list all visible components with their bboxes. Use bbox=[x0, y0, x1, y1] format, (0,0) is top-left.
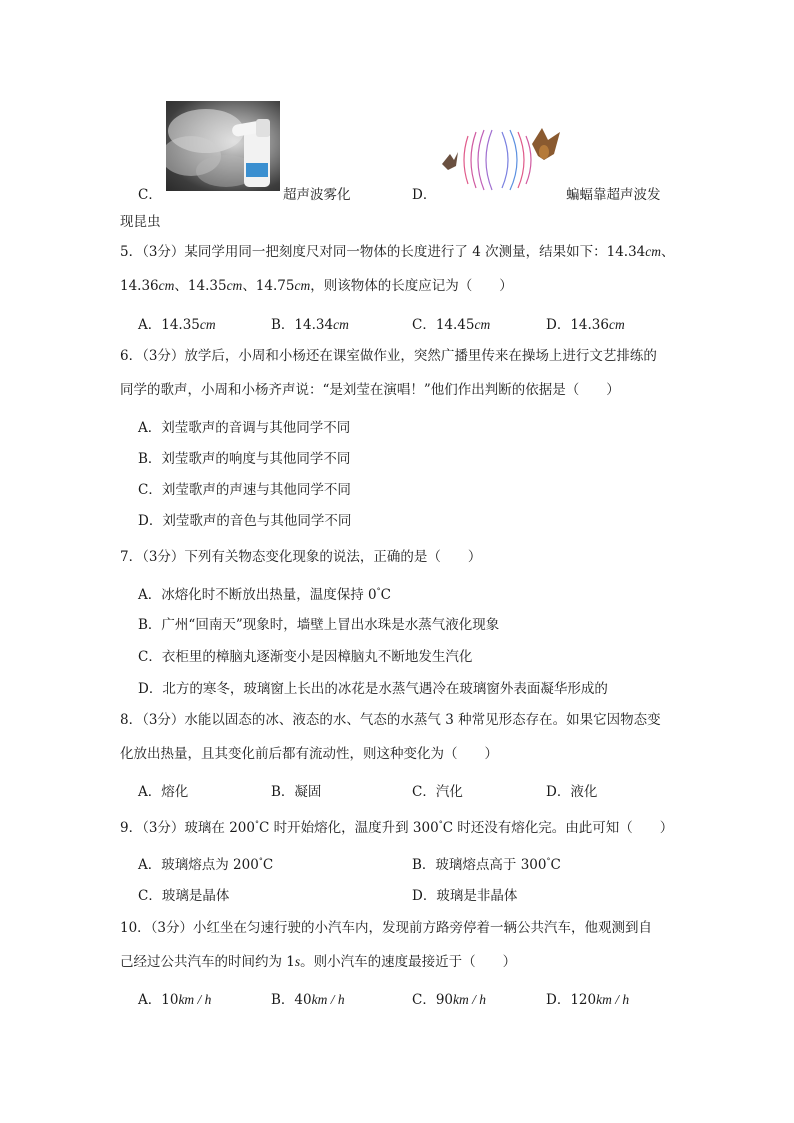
q5-stem-line1: 5．（3分）某同学用同一把刻度尺对同一物体的长度进行了 4 次测量，结果如下：14.34cm、 bbox=[120, 244, 675, 260]
q7-option-a: A．冰熔化时不断放出热量，温度保持 0°C bbox=[138, 586, 391, 603]
q9-option-a: A．玻璃熔点为 200°C bbox=[138, 856, 274, 873]
q9-stem: 9．（3分）玻璃在 200°C 时开始熔化，温度升到 300°C 时还没有熔化完。由此可知（ ） bbox=[120, 819, 674, 836]
q6-stem-line1: 6．（3分）放学后，小周和小杨还在课室做作业，突然广播里传来在操场上进行文艺排练的 bbox=[120, 348, 657, 364]
q4-option-d-text: 蝙蝠靠超声波发 bbox=[566, 187, 661, 203]
q7-option-d: D．北方的寒冬，玻璃窗上长出的冰花是水蒸气遇冷在玻璃窗外表面凝华形成的 bbox=[138, 681, 608, 697]
q5-option-c: C．14.45cm bbox=[412, 317, 491, 333]
q8-stem-line1: 8．（3分）水能以固态的冰、液态的水、气态的水蒸气 3 种常见形态存在。如果它因物态变 bbox=[120, 712, 661, 728]
q7-stem: 7．（3分）下列有关物态变化现象的说法，正确的是（ ） bbox=[120, 549, 482, 565]
q9-option-d: D．玻璃是非晶体 bbox=[412, 888, 518, 904]
q5-option-b: B．14.34cm bbox=[271, 317, 349, 333]
q6-stem-line2: 同学的歌声，小周和小杨齐声说：“是刘莹在演唱！”他们作出判断的依据是（ ） bbox=[120, 382, 620, 398]
q8-option-c: C．汽化 bbox=[412, 784, 463, 800]
q7-option-c: C．衣柜里的樟脑丸逐渐变小是因樟脑丸不断地发生汽化 bbox=[138, 649, 473, 665]
q10-stem-line1: 10．（3分）小红坐在匀速行驶的小汽车内，发现前方路旁停着一辆公共汽车，他观测到自 bbox=[120, 920, 653, 936]
q6-option-a: A．刘莹歌声的音调与其他同学不同 bbox=[138, 420, 351, 436]
q10-option-c: C．90km / h bbox=[412, 992, 487, 1008]
q5-option-a: A．14.35cm bbox=[138, 317, 216, 333]
q8-option-a: A．熔化 bbox=[138, 784, 189, 800]
q10-stem-line2: 己经过公共汽车的时间约为 1s。则小汽车的速度最接近于（ ） bbox=[120, 954, 517, 970]
q8-option-b: B．凝固 bbox=[271, 784, 322, 800]
q9-option-c: C．玻璃是晶体 bbox=[138, 888, 230, 904]
q6-option-c: C．刘莹歌声的声速与其他同学不同 bbox=[138, 482, 351, 498]
q9-option-b: B．玻璃熔点高于 300°C bbox=[412, 856, 561, 873]
q8-option-d: D．液化 bbox=[546, 784, 598, 800]
q4-option-c-text: 超声波雾化 bbox=[283, 187, 351, 203]
q10-option-d: D．120km / h bbox=[546, 992, 630, 1008]
q4-option-d-continuation: 现昆虫 bbox=[120, 214, 161, 230]
q6-option-b: B．刘莹歌声的响度与其他同学不同 bbox=[138, 451, 351, 467]
q10-option-b: B．40km / h bbox=[271, 992, 345, 1008]
ultrasonic-atomizer-photo bbox=[166, 101, 280, 191]
bat-echolocation-figure bbox=[440, 126, 562, 194]
q7-option-b: B．广州“回南天”现象时，墙壁上冒出水珠是水蒸气液化现象 bbox=[138, 617, 500, 633]
q8-stem-line2: 化放出热量，且其变化前后都有流动性，则这种变化为（ ） bbox=[120, 746, 498, 762]
q4-option-c-letter: C． bbox=[138, 187, 162, 203]
q4-option-d-letter: D． bbox=[412, 187, 437, 203]
q6-option-d: D．刘莹歌声的音色与其他同学不同 bbox=[138, 513, 352, 529]
q5-stem-line2: 14.36cm、14.35cm、14.75cm，则该物体的长度应记为（ ） bbox=[120, 278, 513, 294]
q5-option-d: D．14.36cm bbox=[546, 317, 625, 333]
q10-option-a: A．10km / h bbox=[138, 992, 212, 1008]
